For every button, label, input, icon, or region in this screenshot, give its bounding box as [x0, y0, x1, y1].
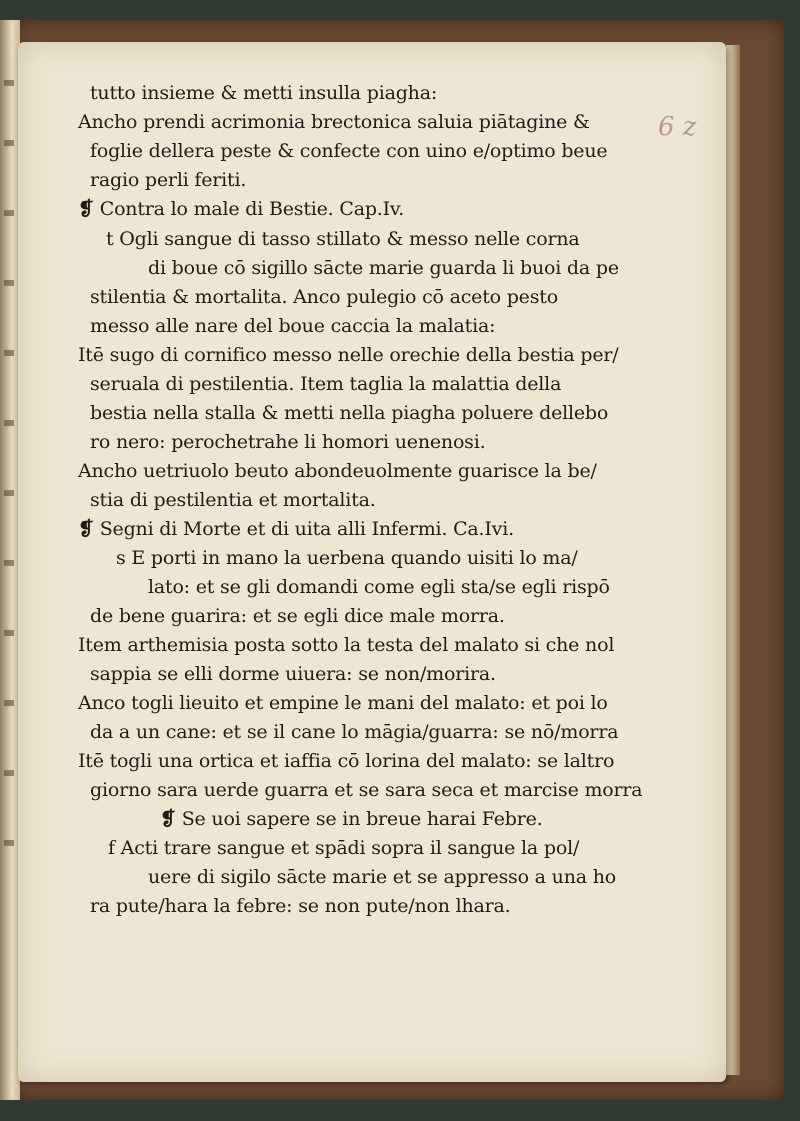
text-line: lato: et se gli domandi come egli sta/se egli rispō	[148, 576, 610, 598]
text-line: f Acti trare sangue et spādi sopra il sangue la pol/	[108, 837, 580, 859]
text-line: di boue cō sigillo sācte marie guarda li buoi da pe	[148, 257, 619, 279]
text-line: giorno sara uerde guarra et se sara seca et marcise morra	[90, 779, 643, 801]
text-line: Ancho prendi acrimonia brectonica saluia piātagine &	[78, 111, 590, 133]
text-line: de bene guarira: et se egli dice male morra.	[90, 605, 505, 627]
text-line: s E porti in mano la uerbena quando uisiti lo ma/	[116, 547, 578, 569]
text-line: Anco togli lieuito et empine le mani del malato: et poi lo	[78, 692, 608, 714]
text-line: Itē sugo di cornifico messo nelle orechie della bestia per/	[78, 344, 619, 366]
book-page	[18, 42, 726, 1082]
text-line: ra pute/hara la febre: se non pute/non lhara.	[90, 895, 511, 917]
page-fore-edge	[726, 45, 740, 1075]
text-line: messo alle nare del boue caccia la malatia:	[90, 315, 496, 337]
heading-text: Segni di Morte et di uita alli Infermi. Ca.Ivi.	[99, 518, 514, 540]
section-heading	[160, 808, 542, 830]
text-line: stia di pestilentia et mortalita.	[90, 489, 376, 511]
paragraph-mark-icon: ❡	[160, 808, 176, 830]
paragraph-mark-icon: ❡	[78, 198, 94, 220]
section-heading	[78, 518, 514, 540]
text-line: Itē togli una ortica et iaffia cō lorina del malato: se laltro	[78, 750, 615, 772]
text-line: stilentia & mortalita. Anco pulegio cō aceto pesto	[90, 286, 558, 308]
heading-text: Contra lo male di Bestie. Cap.Iv.	[99, 198, 405, 220]
text-line: t Ogli sangue di tasso stillato & messo nelle corna	[106, 228, 580, 250]
section-heading	[78, 198, 404, 220]
text-line: tutto insieme & metti insulla piagha:	[90, 82, 438, 104]
text-line: da a un cane: et se il cane lo māgia/guarra: se nō/morra	[90, 721, 619, 743]
text-line: seruala di pestilentia. Item taglia la malattia della	[90, 373, 562, 395]
text-line: bestia nella stalla & metti nella piagha poluere dellebo	[90, 402, 609, 424]
text-line: Item arthemisia posta sotto la testa del malato si che nol	[78, 634, 615, 656]
paragraph-mark-icon: ❡	[78, 518, 94, 540]
text-line: ragio perli feriti.	[90, 169, 247, 191]
facing-page-edge	[0, 20, 20, 1100]
text-line: foglie dellera peste & confecte con uino e/optimo beue	[90, 140, 608, 162]
heading-text: Se uoi sapere se in breue harai Febre.	[181, 808, 543, 830]
text-line: sappia se elli dorme uiuera: se non/morira.	[90, 663, 496, 685]
folio-number: 6 z	[658, 112, 697, 142]
text-line: ro nero: perochetrahe li homori uenenosi.	[90, 431, 486, 453]
text-line: uere di sigilo sācte marie et se appresso a una ho	[148, 866, 616, 888]
text-line: Ancho uetriuolo beuto abondeuolmente guarisce la be/	[78, 460, 597, 482]
